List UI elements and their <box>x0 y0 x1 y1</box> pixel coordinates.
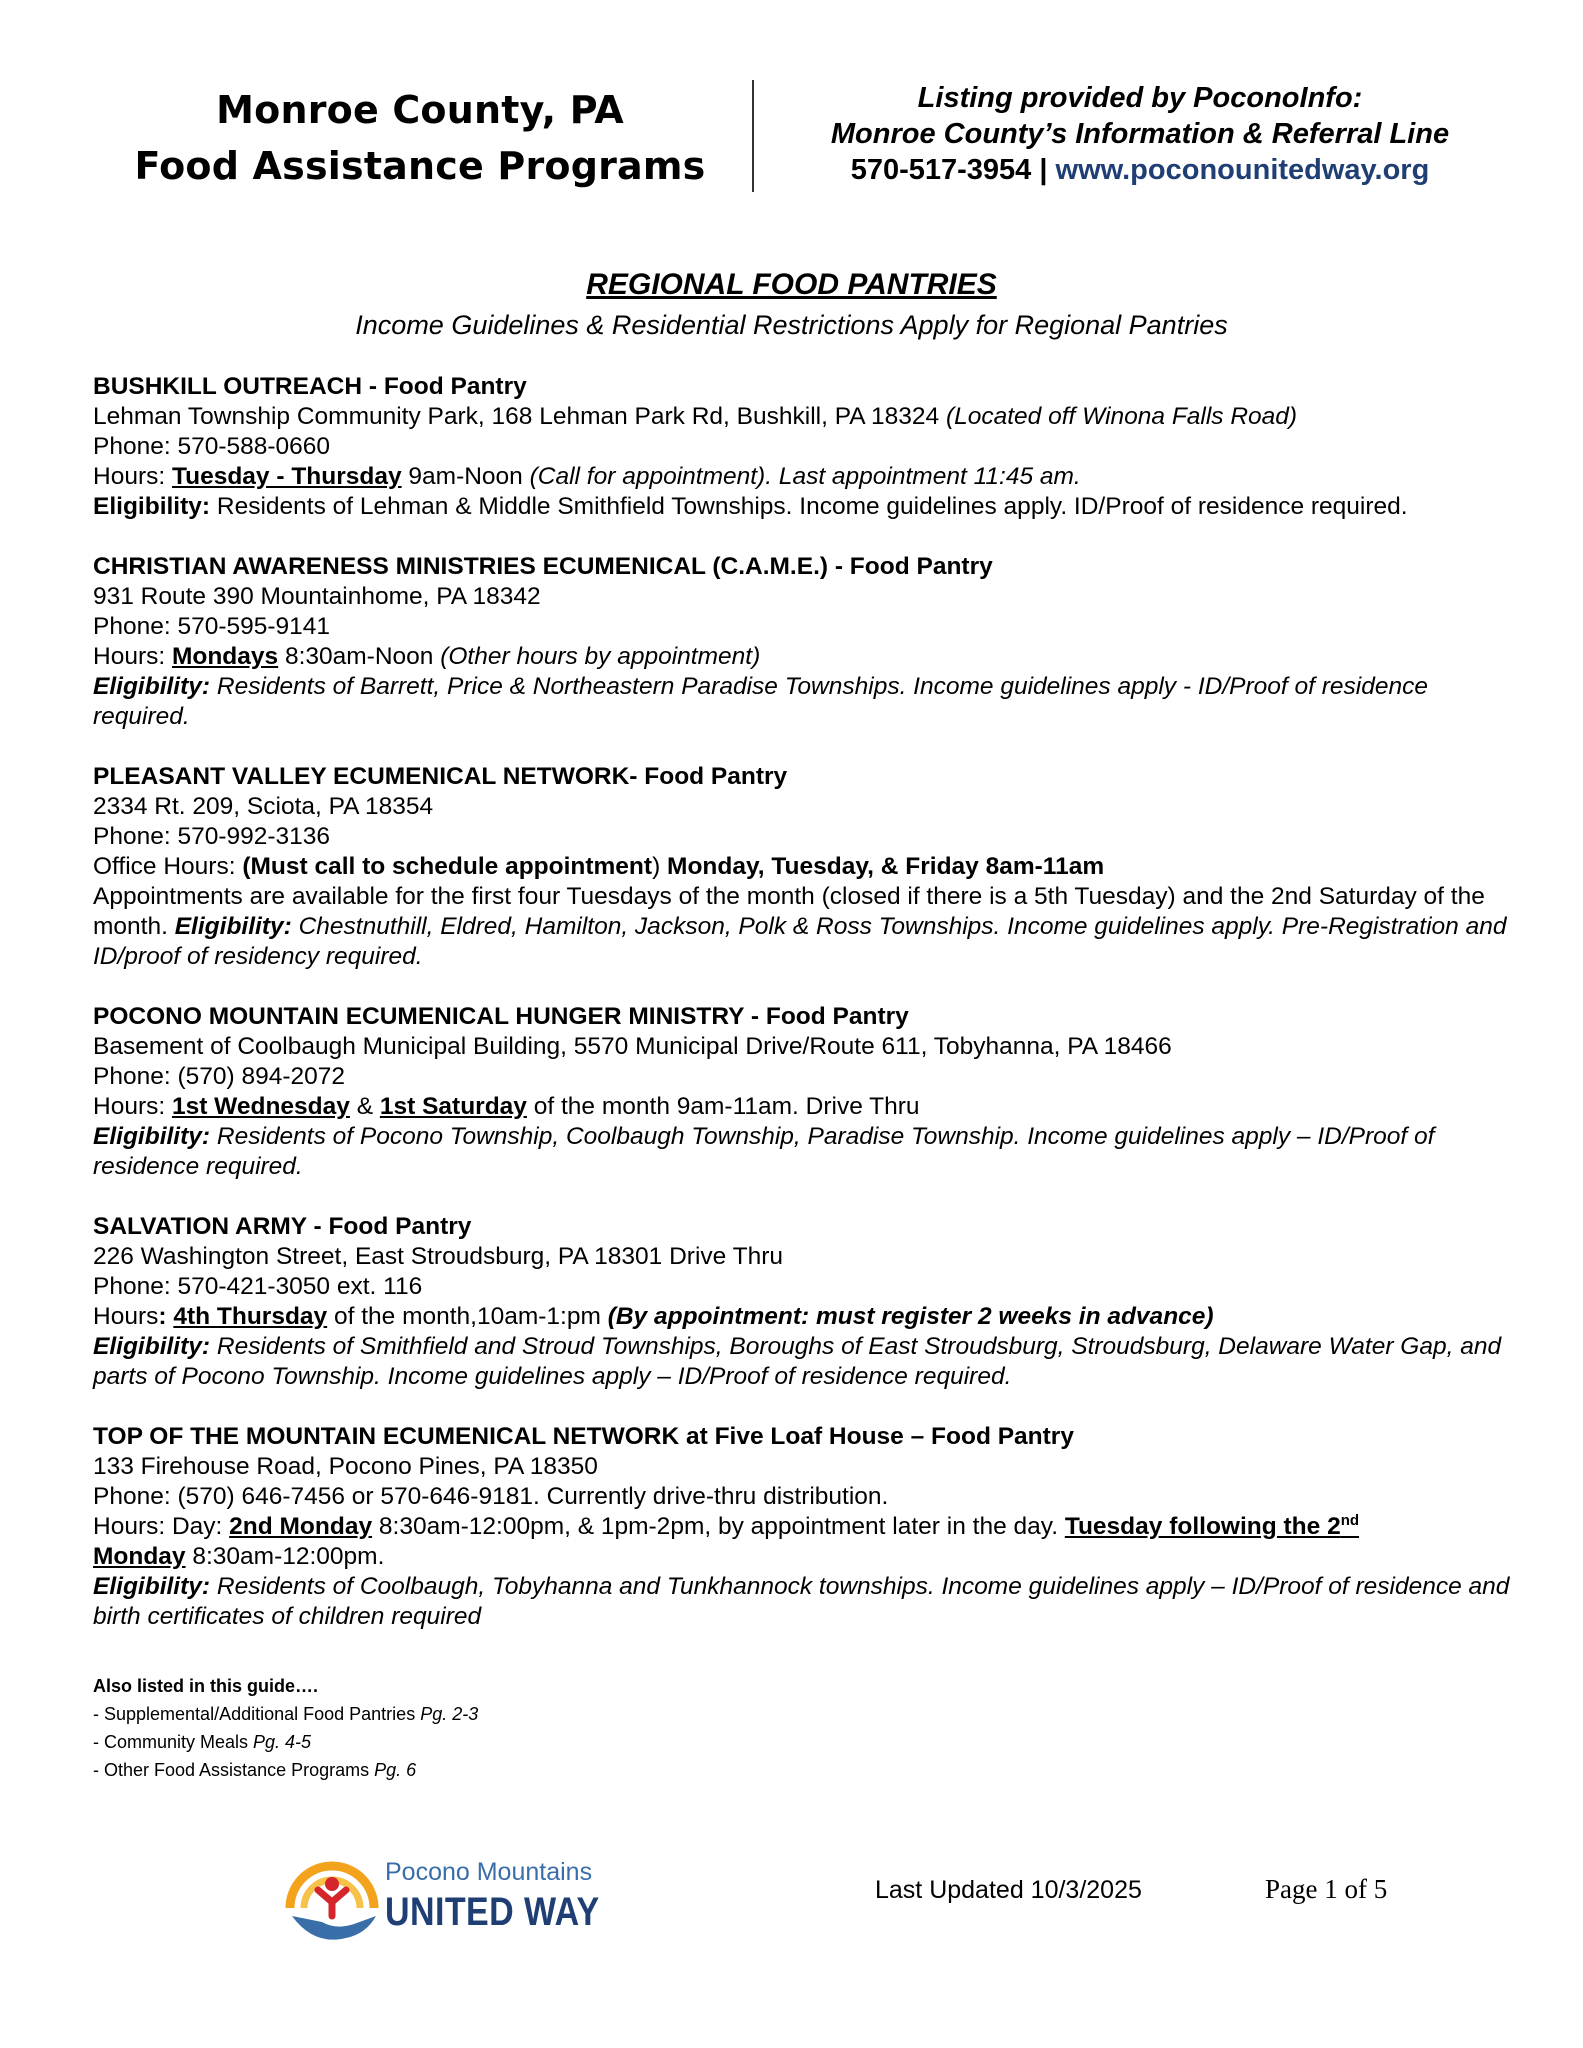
ordinal-suffix: nd <box>1340 1511 1360 1529</box>
pantry-name: BUSHKILL OUTREACH - Food Pantry <box>93 373 527 400</box>
pantry-appointments <box>93 882 1513 972</box>
pantry-name: SALVATION ARMY - Food Pantry <box>93 1213 472 1240</box>
hours-note: (Must call to schedule appointment <box>242 853 653 880</box>
hours-label: Hours: Day: <box>93 1513 230 1540</box>
hours-day-2: 1st Saturday <box>379 1093 527 1120</box>
hours-colon: : <box>158 1303 174 1330</box>
listing-info <box>770 80 1510 188</box>
pantry-entry-pleasant-valley <box>93 762 1513 972</box>
hours-day-1: 2nd Monday <box>229 1513 373 1540</box>
pantry-name: POCONO MOUNTAIN ECUMENICAL HUNGER MINISTRY - Food Pantry <box>93 1003 909 1030</box>
pantry-list <box>93 372 1513 1662</box>
contact-line <box>770 152 1510 188</box>
pantry-address: 133 Firehouse Road, Pocono Pines, PA 18350 <box>93 1453 598 1480</box>
pantry-phone: Phone: (570) 894-2072 <box>93 1063 345 1090</box>
hours-day-2 <box>1065 1513 1359 1540</box>
eligibility-text: Residents of Smithfield and Stroud Townships, Boroughs of East Stroudsburg, Stroudsburg, Delaware Water Gap, and parts of Pocono Township. Income guidelines apply – ID/Proof of residence required. <box>93 1333 1502 1390</box>
hours-time: 9am-Noon <box>401 463 530 490</box>
hours-day-1: 1st Wednesday <box>171 1093 350 1120</box>
pantry-hours <box>93 462 1513 492</box>
hours-label: Hours: <box>93 1093 172 1120</box>
eligibility-label: Eligibility: <box>93 1573 211 1600</box>
pantry-hours <box>93 1092 1513 1122</box>
eligibility-label: Eligibility: <box>93 673 211 700</box>
also-listed-heading: Also listed in this guide…. <box>93 1676 319 1696</box>
hours-note: (By appointment: must register 2 weeks in advance) <box>607 1303 1214 1330</box>
pantry-name: CHRISTIAN AWARENESS MINISTRIES ECUMENICAL (C.A.M.E.) - Food Pantry <box>93 553 993 580</box>
pantry-entry-top-of-mountain <box>93 1422 1513 1632</box>
also-listed <box>93 1672 478 1784</box>
pantry-address: 226 Washington Street, East Stroudsburg, PA 18301 Drive Thru <box>93 1243 784 1270</box>
header-divider <box>752 80 754 192</box>
hours-label: Hours <box>93 1303 159 1330</box>
pantry-eligibility <box>93 1332 1513 1392</box>
logo-hand <box>292 1916 376 1940</box>
logo-text-bottom: UNITED WAY <box>385 1890 600 1934</box>
appointments-text: Appointments are available for the first four Tuesdays of the month (closed if there is a 5th Tuesday) and the 2nd Saturday of the month. <box>93 883 1485 940</box>
eligibility-label: Eligibility: <box>93 1123 211 1150</box>
list-item <box>93 1728 478 1756</box>
pantry-name: TOP OF THE MOUNTAIN ECUMENICAL NETWORK at Five Loaf House – Food Pantry <box>93 1423 1074 1450</box>
list-item-text: - Community Meals <box>93 1732 254 1752</box>
pantry-phone: Phone: 570-992-3136 <box>93 823 331 850</box>
listing-line-1: Listing provided by PoconoInfo: <box>917 82 1363 114</box>
pantry-phone: Phone: 570-421-3050 ext. 116 <box>93 1273 423 1300</box>
last-updated: Last Updated 10/3/2025 <box>875 1876 1142 1904</box>
document-title <box>120 82 720 194</box>
pantry-entry-pocono-mountain <box>93 1002 1513 1182</box>
hours-amp: & <box>349 1093 380 1120</box>
pantry-hours <box>93 1512 1513 1572</box>
section-title: REGIONAL FOOD PANTRIES <box>586 268 997 301</box>
hours-days: Monday, Tuesday, & Friday 8am-11am <box>660 853 1105 880</box>
hours-day-2-text: Tuesday following the 2 <box>1064 1513 1341 1540</box>
eligibility-label: Eligibility: <box>93 493 211 520</box>
pantry-eligibility <box>93 1122 1513 1182</box>
list-item-text: - Other Food Assistance Programs <box>93 1760 375 1780</box>
hours-note: (Other hours by appointment) <box>440 643 761 670</box>
hours-label: Hours: <box>93 463 172 490</box>
eligibility-text: Residents of Lehman & Middle Smithfield Townships. Income guidelines apply. ID/Proof of residence required. <box>210 493 1408 520</box>
list-item-page: Pg. 2-3 <box>420 1704 479 1724</box>
pantry-eligibility <box>93 672 1513 732</box>
hours-days: Tuesday - Thursday <box>171 463 402 490</box>
hours-label: Hours: <box>93 643 172 670</box>
hours-paren: ) <box>652 853 661 880</box>
hours-time: of the month,10am-1:pm <box>327 1303 608 1330</box>
pantry-address: 931 Route 390 Mountainhome, PA 18342 <box>93 583 541 610</box>
logo-person-body <box>318 1890 346 1916</box>
contact-separator: | <box>1031 154 1056 186</box>
hours-days: Mondays <box>171 643 279 670</box>
logo-person-head <box>325 1877 339 1891</box>
list-item <box>93 1756 478 1784</box>
pantry-eligibility <box>93 492 1513 522</box>
eligibility-text: Residents of Pocono Township, Coolbaugh Township, Paradise Township. Income guidelines apply – ID/Proof of residence required. <box>93 1123 1435 1180</box>
hours-end: 8:30am-12:00pm. <box>185 1543 385 1570</box>
eligibility-text: Residents of Barrett, Price & Northeastern Paradise Townships. Income guidelines apply - ID/Proof of residence required. <box>93 673 1428 730</box>
list-item <box>93 1700 478 1728</box>
pantry-hours <box>93 852 1513 882</box>
page-number: Page 1 of 5 <box>1265 1874 1388 1904</box>
hours-time: 8:30am-Noon <box>278 643 441 670</box>
pantry-name: PLEASANT VALLEY ECUMENICAL NETWORK- Food Pantry <box>93 763 788 790</box>
section-subtitle: Income Guidelines & Residential Restrictions Apply for Regional Pantries <box>355 310 1228 340</box>
pantry-hours <box>93 1302 1513 1332</box>
hours-rest: of the month 9am-11am. Drive Thru <box>526 1093 920 1120</box>
list-item-page: Pg. 6 <box>374 1760 417 1780</box>
eligibility-label: Eligibility: <box>174 913 292 940</box>
pantry-address: Basement of Coolbaugh Municipal Building, 5570 Municipal Drive/Route 611, Tobyhanna, PA 18466 <box>93 1033 1172 1060</box>
pantry-phone: Phone: 570-595-9141 <box>93 613 331 640</box>
title-line-1: Monroe County, PA <box>216 88 624 132</box>
pantry-phone: Phone: (570) 646-7456 or 570-646-9181. Currently drive-thru distribution. <box>93 1483 889 1510</box>
eligibility-label: Eligibility: <box>93 1333 211 1360</box>
pantry-eligibility <box>93 1572 1513 1632</box>
pantry-entry-bushkill <box>93 372 1513 522</box>
eligibility-text: Residents of Coolbaugh, Tobyhanna and Tunkhannock townships. Income guidelines apply – ID/Proof of residence and birth certificates of children required <box>93 1573 1510 1630</box>
referral-phone: 570-517-3954 <box>850 154 1032 186</box>
hours-day-2-end: Monday <box>93 1543 186 1570</box>
title-line-2: Food Assistance Programs <box>134 144 706 188</box>
website-link[interactable]: www.poconounitedway.org <box>1055 154 1430 186</box>
list-item-page: Pg. 4-5 <box>253 1732 312 1752</box>
pantry-phone: Phone: 570-588-0660 <box>93 433 331 460</box>
pantry-entry-came <box>93 552 1513 732</box>
pantry-hours <box>93 642 1513 672</box>
pantry-address: 2334 Rt. 209, Sciota, PA 18354 <box>93 793 434 820</box>
eligibility-text: Chestnuthill, Eldred, Hamilton, Jackson, Polk & Ross Townships. Income guidelines apply. Pre-Registration and ID/proof of residency required. <box>93 913 1507 970</box>
pantry-address <box>93 402 1513 432</box>
list-item-text: - Supplemental/Additional Food Pantries <box>93 1704 421 1724</box>
hours-label: Office Hours: <box>93 853 243 880</box>
listing-line-2: Monroe County’s Information & Referral Line <box>830 118 1450 150</box>
hours-mid: 8:30am-12:00pm, & 1pm-2pm, by appointment later in the day. <box>372 1513 1065 1540</box>
address-text: Lehman Township Community Park, 168 Lehman Park Rd, Bushkill, PA 18324 <box>93 403 946 430</box>
logo-text-top: Pocono Mountains <box>385 1858 593 1886</box>
address-note: (Located off Winona Falls Road) <box>945 403 1298 430</box>
hours-note: (Call for appointment). Last appointment 11:45 am. <box>529 463 1081 490</box>
pantry-entry-salvation-army <box>93 1212 1513 1392</box>
hours-days: 4th Thursday <box>173 1303 328 1330</box>
